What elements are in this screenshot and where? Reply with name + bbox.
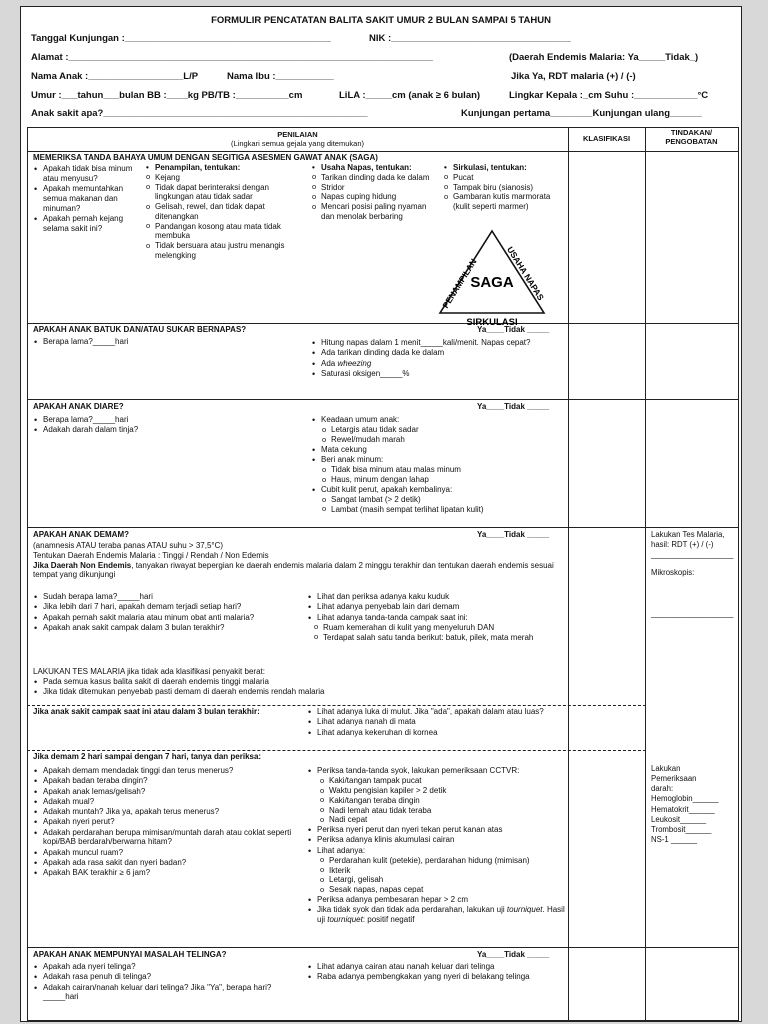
- usaha-napas-item[interactable]: o Tarikan dinding dada ke dalam: [311, 173, 439, 183]
- sirkulasi-item[interactable]: o Tampak biru (sianosis): [443, 183, 565, 193]
- demam-question[interactable]: • Sudah berapa lama?_____hari: [33, 592, 307, 602]
- anak-sakit-apa-field[interactable]: Anak sakit apa?__________________________________________________: [31, 108, 368, 119]
- cubit-item[interactable]: o Lambat (masih sempat terlihat lipatan kulit): [321, 505, 563, 515]
- penilaian-subheader: (Lingkari semua gejala yang ditemukan): [231, 138, 364, 148]
- penilaian-header: PENILAIAN: [277, 130, 318, 139]
- diare-question[interactable]: • Adakah darah dalam tinja?: [33, 425, 293, 435]
- campak-sign[interactable]: o Terdapat salah satu tanda berikut: batuk, pilek, mata merah: [313, 633, 563, 643]
- batuk-check[interactable]: • Hitung napas dalam 1 menit_____kali/menit. Napas cepat?: [311, 338, 563, 348]
- saga-center-label: SAGA: [470, 274, 514, 291]
- saga-left-label: PENAMPILAN: [440, 256, 479, 310]
- penampilan-item[interactable]: o Tidak dapat berinteraksi dengan lingkungan atau tidak sadar: [145, 183, 305, 203]
- penampilan-item[interactable]: o Gelisah, rewel, dan tidak dapat ditenangkan: [145, 202, 305, 222]
- demam-right-list: [307, 592, 563, 622]
- dbd-question[interactable]: • Apakah demam mendadak tinggi dan terus menerus?: [33, 766, 295, 776]
- cubit-heading: • Cubit kulit perut, apakah kembalinya:: [311, 485, 563, 495]
- pembesaran-hepar-check[interactable]: • Periksa adanya pembesaran hepar > 2 cm: [307, 895, 565, 905]
- minum-item[interactable]: o Haus, minum dengan lahap: [321, 475, 563, 485]
- mata-cekung-item[interactable]: • Mata cekung: [311, 445, 563, 455]
- nama-anak-field[interactable]: Nama Anak :__________________L/P: [31, 71, 199, 82]
- telinga-left-list: [33, 962, 295, 1003]
- syok-item[interactable]: o Nadi lemah atau tidak teraba: [319, 806, 565, 816]
- mikroskopis-label: Mikroskopis:: [651, 568, 695, 578]
- usaha-napas-item[interactable]: o Mencari posisi paling nyaman dan menolak berbaring: [311, 202, 439, 222]
- tes-malaria-result-label: Lakukan Tes Malaria, hasil: RDT (+) / (-): [651, 530, 725, 550]
- assessment-table: [27, 127, 739, 1021]
- lihat-adanya-list: [319, 856, 565, 895]
- lihat-adanya-item[interactable]: o Letargi, gelisah: [319, 875, 565, 885]
- syok-list: [319, 776, 565, 825]
- non-endemis-note: Jika Daerah Non Endemis, tanyakan riwayat bepergian ke daerah endemis malaria dalam 2 minggu terakhir dan tentukan daerah endemis sesuai tempat yang dikunjungi: [33, 560, 554, 580]
- keadaan-list: [321, 425, 563, 445]
- dbd-question[interactable]: • Apakah ada rasa sakit dan nyeri badan?: [33, 858, 295, 868]
- saga-bottom-label: SIRKULASI: [466, 317, 518, 327]
- demam-intro-line: Tentukan Daerah Endemis Malaria : Tinggi / Rendah / Non Edemis: [33, 550, 269, 560]
- form-title: FORMULIR PENCATATAN BALITA SAKIT UMUR 2 BULAN SAMPAI 5 TAHUN: [211, 15, 551, 26]
- sirkulasi-item[interactable]: o Gambaran kutis marmorata (kulit seperti marmer): [443, 192, 565, 212]
- saga-questions: [33, 164, 139, 234]
- syok-heading: • Periksa tanda-tanda syok, lakukan pemeriksaan CCTVR:: [307, 766, 565, 776]
- akumulasi-cairan-check[interactable]: • Periksa adanya klinis akumulasi cairan: [307, 835, 565, 845]
- batuk-check[interactable]: • Ada tarikan dinding dada ke dalam: [311, 348, 563, 358]
- tindakan-header: TINDAKAN/: [670, 128, 713, 137]
- syok-item[interactable]: o Kaki/tangan teraba dingin: [319, 796, 565, 806]
- campak-check[interactable]: • Lihat adanya kekeruhan di kornea: [307, 728, 563, 738]
- batuk-left-list: [33, 337, 293, 347]
- penampilan-item[interactable]: o Tidak bersuara atau justru menangis melengking: [145, 241, 305, 261]
- tes-malaria-instruction: LAKUKAN TES MALARIA jika tidak ada klasifikasi penyakit berat:: [33, 667, 265, 676]
- keadaan-heading: • Keadaan umum anak:: [311, 415, 563, 425]
- telinga-ya-tidak[interactable]: Ya____Tidak _____: [477, 950, 550, 959]
- telinga-check[interactable]: • Raba adanya pembengkakan yang nyeri di belakang telinga: [307, 972, 565, 982]
- cubit-item[interactable]: o Sangat lambat (> 2 detik): [321, 495, 563, 505]
- penampilan-heading: • Penampilan, tentukan:: [146, 163, 241, 172]
- alamat-field[interactable]: Alamat :_____________________________________________________________________: [31, 52, 434, 63]
- lab-instruction-line: Lakukan: [651, 764, 681, 773]
- sirkulasi-list: [443, 173, 565, 212]
- batuk-question[interactable]: • Berapa lama?_____hari: [33, 337, 293, 347]
- demam-intro-line: (anamnesis ATAU teraba panas ATAU suhu > 37,5°C): [33, 541, 224, 550]
- usaha-napas-list: [311, 173, 439, 222]
- saga-question[interactable]: • Apakah pernah kejang selama sakit ini?: [33, 214, 139, 234]
- dbd-section-title: Jika demam 2 hari sampai dengan 7 hari, tanya dan periksa:: [33, 752, 262, 761]
- syok-item[interactable]: o Waktu pengisian kapiler > 2 detik: [319, 786, 565, 796]
- lab-trombosit-field[interactable]: Trombosit______: [651, 824, 712, 834]
- lab-instruction-line: darah:: [651, 784, 674, 794]
- telinga-question[interactable]: • Adakah cairan/nanah keluar dari telinga? Jika "Ya", berapa hari?_____hari: [33, 983, 295, 1003]
- batuk-check[interactable]: • Saturasi oksigen_____%: [311, 369, 563, 379]
- lab-leukosit-field[interactable]: Leukosit______: [651, 814, 707, 824]
- tes-malaria-item: • Pada semua kasus balita sakit di daerah endemis tinggi malaria: [33, 677, 563, 687]
- minum-item[interactable]: o Tidak bisa minum atau malas minum: [321, 465, 563, 475]
- daerah-endemis-field[interactable]: (Daerah Endemis Malaria: Ya_____Tidak_): [509, 52, 699, 63]
- campak-section-title: Jika anak sakit campak saat ini atau dalam 3 bulan terakhir:: [33, 707, 260, 716]
- minum-heading: • Beri anak minum:: [311, 455, 563, 465]
- demam-check[interactable]: • Lihat dan periksa adanya kaku kuduk: [307, 592, 563, 602]
- minum-list: [321, 465, 563, 485]
- saga-question[interactable]: • Apakah memuntahkan semua makanan dan minuman?: [33, 184, 139, 213]
- keadaan-item[interactable]: o Letargis atau tidak sadar: [321, 425, 563, 435]
- keadaan-item[interactable]: o Rewel/mudah marah: [321, 435, 563, 445]
- syok-item[interactable]: o Nadi cepat: [319, 815, 565, 825]
- campak-sign[interactable]: o Ruam kemerahan di kulit yang menyeluruh DAN: [313, 623, 563, 633]
- diare-left-list: [33, 415, 293, 436]
- demam-left-list: [33, 592, 307, 633]
- campak-signs-list: [313, 623, 563, 643]
- lingkar-kepala-suhu-field[interactable]: Lingkar Kepala :_cm Suhu :____________°C: [509, 90, 709, 101]
- demam-check[interactable]: • Lihat adanya tanda-tanda campak saat ini:: [307, 613, 563, 623]
- tes-malaria-list: [33, 677, 563, 697]
- penampilan-item[interactable]: o Pandangan kosong atau mata tidak membuka: [145, 222, 305, 242]
- usaha-napas-item[interactable]: o Stridor: [311, 183, 439, 193]
- dbd-question[interactable]: • Adakah perdarahan berupa mimisan/muntah darah atau coklat seperti kopi/BAB berdarah/berwarna hitam?: [33, 828, 295, 848]
- telinga-right-list: [307, 962, 565, 983]
- batuk-check[interactable]: • Ada wheezing: [311, 359, 563, 369]
- lihat-adanya-item[interactable]: o Ikterik: [319, 866, 565, 876]
- demam-question[interactable]: • Apakah pernah sakit malaria atau minum obat anti malaria?: [33, 613, 307, 623]
- demam-check[interactable]: • Lihat adanya penyebab lain dari demam: [307, 602, 563, 612]
- lihat-adanya-heading: • Lihat adanya:: [307, 846, 565, 856]
- batuk-right-list: [311, 338, 563, 379]
- dbd-question[interactable]: • Apakah badan teraba dingin?: [33, 776, 295, 786]
- lab-instruction-line: Pemeriksaan: [651, 774, 697, 784]
- dbd-question[interactable]: • Apakah muncul ruam?: [33, 848, 295, 858]
- penampilan-item[interactable]: o Kejang: [145, 173, 305, 183]
- telinga-section-title: APAKAH ANAK MEMPUNYAI MASALAH TELINGA?: [33, 950, 227, 959]
- nyeri-perut-check[interactable]: • Periksa nyeri perut dan nyeri tekan perut kanan atas: [307, 825, 565, 835]
- telinga-question[interactable]: • Apakah ada nyeri telinga?: [33, 962, 295, 972]
- campak-check[interactable]: • Lihat adanya nanah di mata: [307, 717, 563, 727]
- demam-section-title: APAKAH ANAK DEMAM?: [33, 530, 129, 539]
- telinga-question[interactable]: • Adakah rasa penuh di telinga?: [33, 972, 295, 982]
- saga-section-title: MEMERIKSA TANDA BAHAYA UMUM DENGAN SEGITIGA ASESMEN GAWAT ANAK (SAGA): [33, 153, 378, 162]
- mikroskopis-blank[interactable]: ___________________: [651, 608, 734, 618]
- rdt-malaria-field[interactable]: Jika Ya, RDT malaria (+) / (-): [511, 71, 636, 82]
- campak-check-list: [307, 707, 563, 738]
- campak-check[interactable]: • Lihat adanya luka di mulut. Jika "ada", apakah dalam atau luas?: [307, 707, 563, 717]
- dbd-question[interactable]: • Apakah anak lemas/gelisah?: [33, 787, 295, 797]
- form-page: [20, 6, 742, 1022]
- dbd-question[interactable]: • Apakah nyeri perut?: [33, 817, 295, 827]
- umur-bb-pb-field[interactable]: Umur :___tahun___bulan BB :____kg PB/TB :__________cm: [31, 90, 303, 101]
- saga-question[interactable]: • Apakah tidak bisa minum atau menyusu?: [33, 164, 139, 184]
- tes-malaria-result-blank[interactable]: ___________________: [651, 550, 734, 560]
- lihat-adanya-item[interactable]: o Sesak napas, napas cepat: [319, 885, 565, 895]
- tes-malaria-item: • Jika tidak ditemukan penyebab pasti demam di daerah endemis rendah malaria: [33, 687, 563, 697]
- batuk-section-title: APAKAH ANAK BATUK DAN/ATAU SUKAR BERNAPAS?: [33, 325, 247, 334]
- demam-ya-tidak[interactable]: Ya____Tidak _____: [477, 530, 550, 539]
- pengobatan-header: PENGOBATAN: [665, 136, 718, 146]
- klasifikasi-header: KLASIFIKASI: [582, 134, 631, 143]
- lihat-adanya-item[interactable]: o Perdarahan kulit (petekie), perdarahan hidung (mimisan): [319, 856, 565, 866]
- syok-item[interactable]: o Kaki/tangan tampak pucat: [319, 776, 565, 786]
- demam-question[interactable]: • Jika lebih dari 7 hari, apakah demam terjadi setiap hari?: [33, 602, 307, 612]
- usaha-napas-heading: • Usaha Napas, tentukan:: [312, 163, 412, 172]
- sirkulasi-heading: • Sirkulasi, tentukan:: [444, 163, 527, 172]
- cubit-list: [321, 495, 563, 515]
- diare-ya-tidak[interactable]: Ya____Tidak _____: [477, 402, 550, 411]
- saga-triangle-diagram: [432, 227, 552, 327]
- dbd-question[interactable]: • Adakah muntah? Jika ya, apakah terus menerus?: [33, 807, 295, 817]
- lab-hemoglobin-field[interactable]: Hemoglobin______: [651, 794, 719, 804]
- telinga-check[interactable]: • Lihat adanya cairan atau nanah keluar dari telinga: [307, 962, 565, 972]
- lab-hematokrit-field[interactable]: Hematokrit______: [651, 804, 715, 814]
- diare-section-title: APAKAH ANAK DIARE?: [33, 402, 124, 411]
- tourniquet-test[interactable]: • Jika tidak syok dan tidak ada perdarahan, lakukan uji tourniquet. Hasil uji tourniquet: positif negatif: [307, 905, 565, 925]
- batuk-ya-tidak[interactable]: Ya____Tidak _____: [477, 325, 550, 334]
- saga-right-label: USAHA NAPAS: [505, 244, 547, 303]
- diare-question[interactable]: • Berapa lama?_____hari: [33, 415, 293, 425]
- nama-ibu-field[interactable]: Nama Ibu :___________: [227, 71, 334, 82]
- dbd-question[interactable]: • Adakah mual?: [33, 797, 295, 807]
- dbd-question[interactable]: • Apakah BAK terakhir ≥ 6 jam?: [33, 868, 295, 878]
- tanggal-kunjungan-field[interactable]: Tanggal Kunjungan :_______________________________________: [31, 33, 331, 44]
- nik-field[interactable]: NIK :__________________________________: [369, 33, 571, 44]
- usaha-napas-item[interactable]: o Napas cuping hidung: [311, 192, 439, 202]
- sirkulasi-item[interactable]: o Pucat: [443, 173, 565, 183]
- penampilan-list: [145, 173, 305, 261]
- kunjungan-field[interactable]: Kunjungan pertama________Kunjungan ulang______: [461, 108, 702, 119]
- dbd-left-list: [33, 766, 295, 878]
- lila-field[interactable]: LiLA :_____cm (anak ≥ 6 bulan): [339, 90, 481, 101]
- lab-ns1-field[interactable]: NS-1 ______: [651, 834, 697, 844]
- demam-question[interactable]: • Apakah anak sakit campak dalam 3 bulan terakhir?: [33, 623, 307, 633]
